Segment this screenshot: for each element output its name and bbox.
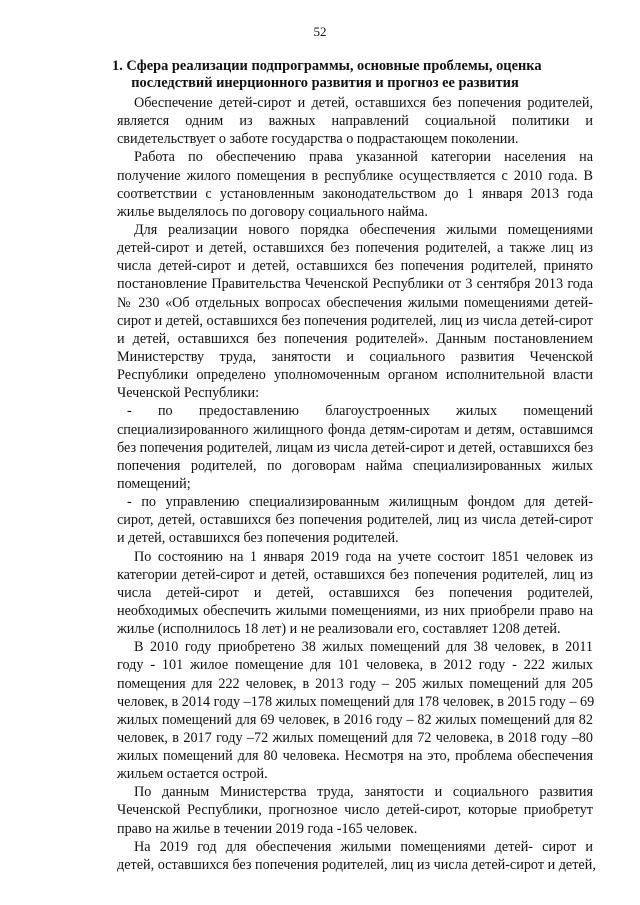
text-line: постановление Правительства Чеченской Республики от 3 сентября 2013 года — [117, 276, 593, 293]
text-line: сирот, детей, оставшихся без попечения родителей, лиц из числа детей-сирот — [117, 512, 593, 529]
text-line: числа детей-сирот и детей, оставшихся без попечения родителей, — [117, 584, 593, 601]
section-heading-line: последствий инерционного развития и прогноз ее развития — [131, 75, 519, 91]
text-line: человек, в 2014 году –178 жилых помещений для 178 человек, в 2015 году – 69 — [117, 693, 595, 710]
text-line: и детей, оставшихся без попечения родителей». Данным постановлением — [117, 330, 593, 347]
text-line: категории детей-сирот и детей, оставшихся без попечения родителей, лиц из — [117, 566, 593, 583]
text-line: помещений; — [117, 475, 191, 492]
text-line: сирот и детей, оставшихся без попечения родителей, лиц из числа детей-сирот — [117, 312, 593, 329]
text-line: жилье (исполнилось 18 лет) и не реализовали его, составляет 1208 детей. — [117, 621, 561, 638]
text-line: право на жилье в течении 2019 года -165 человек. — [117, 820, 418, 837]
text-line: свидетельствует о заботе государства о подрастающем поколении. — [117, 131, 519, 148]
text-line: Министерству труда, занятости и социального развития Чеченской — [117, 348, 593, 365]
text-line: На 2019 год для обеспечения жилыми помещениями детей- сирот и — [134, 838, 593, 855]
paragraph — [117, 148, 593, 221]
text-line: Обеспечение детей-сирот и детей, оставшихся без попечения родителей, — [134, 95, 593, 111]
text-line: человек, в 2017 году –72 жилых помещений для 72 человека, в 2018 году –80 — [117, 729, 593, 746]
text-line: попечения родителей, по договорам найма специализированных жилых — [117, 457, 593, 474]
text-line: Работа по обеспечению права указанной категории населения на — [134, 149, 593, 166]
section-heading-line: 1. Сфера реализации подпрограммы, основные проблемы, оценка — [112, 58, 542, 74]
text-line: По данным Министерства труда, занятости и социального развития — [134, 784, 593, 801]
text-line: - по предоставлению благоустроенных жилых помещений — [127, 403, 593, 420]
text-line: жилье выделялось по договору социального найма. — [117, 203, 428, 220]
text-line: жилых помещений для 69 человек, в 2016 году – 82 жилых помещений для 82 — [117, 711, 593, 728]
paragraph — [117, 638, 593, 783]
paragraph — [117, 94, 593, 148]
text-line: жилых помещений для 80 человека. Несмотря на это, проблема обеспечения — [117, 748, 593, 765]
text-line: числа детей-сирот и детей, оставшихся без попечения родителей, принято — [117, 258, 593, 275]
text-line: По состоянию на 1 января 2019 года на учете состоит 1851 человек из — [134, 548, 593, 565]
text-line: детей, оставшихся без попечения родителей, лиц из числа детей-сирот и детей, — [117, 856, 596, 873]
text-line: детей-сирот и детей, оставшихся без попечения родителей, а также лиц из — [117, 240, 593, 257]
text-line: без попечения родителей, лицам из числа детей-сирот и детей, оставшихся без — [117, 439, 594, 456]
text-line: году - 101 жилое помещение для 101 человека, в 2012 году - 222 жилых — [117, 657, 593, 674]
section-heading — [112, 58, 542, 92]
paragraph — [117, 221, 593, 402]
text-line: помещения для 222 человек, в 2013 году – 205 жилых помещений для 205 — [117, 675, 593, 692]
bullet-item — [117, 493, 593, 547]
text-line: № 230 «Об отдельных вопросах обеспечения жилыми помещениями детей- — [117, 294, 593, 311]
text-line: жильем остается острой. — [117, 766, 268, 783]
paragraph — [117, 783, 593, 837]
text-line: соответствии с установленным законодательством до 1 января 2013 года — [117, 185, 593, 202]
paragraph — [117, 548, 593, 639]
paragraph — [117, 838, 596, 874]
text-line: и детей, оставшихся без попечения родителей. — [117, 530, 399, 547]
text-line: получение жилого помещения в республике осуществляется с 2010 года. В — [117, 167, 593, 184]
text-line: В 2010 году приобретено 38 жилых помещений для 38 человек, в 2011 — [134, 639, 593, 656]
bullet-item — [117, 402, 593, 493]
text-line: - по управлению специализированным жилищным фондом для детей- — [127, 494, 593, 511]
document-body — [117, 94, 596, 874]
text-line: является одним из важных направлений социальной политики и — [117, 113, 593, 130]
text-line: Чеченской Республики: — [117, 385, 260, 402]
text-line: Чеченской Республики, прогнозное число детей-сирот, которые приобретут — [117, 802, 593, 819]
text-line: специализированного жилищного фонда детям-сиротам и детям, оставшимся — [117, 421, 593, 438]
page-number: 52 — [313, 24, 327, 39]
text-line: Для реализации нового порядка обеспечения жилыми помещениями — [134, 221, 593, 238]
text-line: Республики определено уполномоченным органом исполнительной власти — [117, 367, 593, 384]
text-line: необходимых обеспечить жилыми помещениями, из них приобрели право на — [117, 602, 593, 619]
